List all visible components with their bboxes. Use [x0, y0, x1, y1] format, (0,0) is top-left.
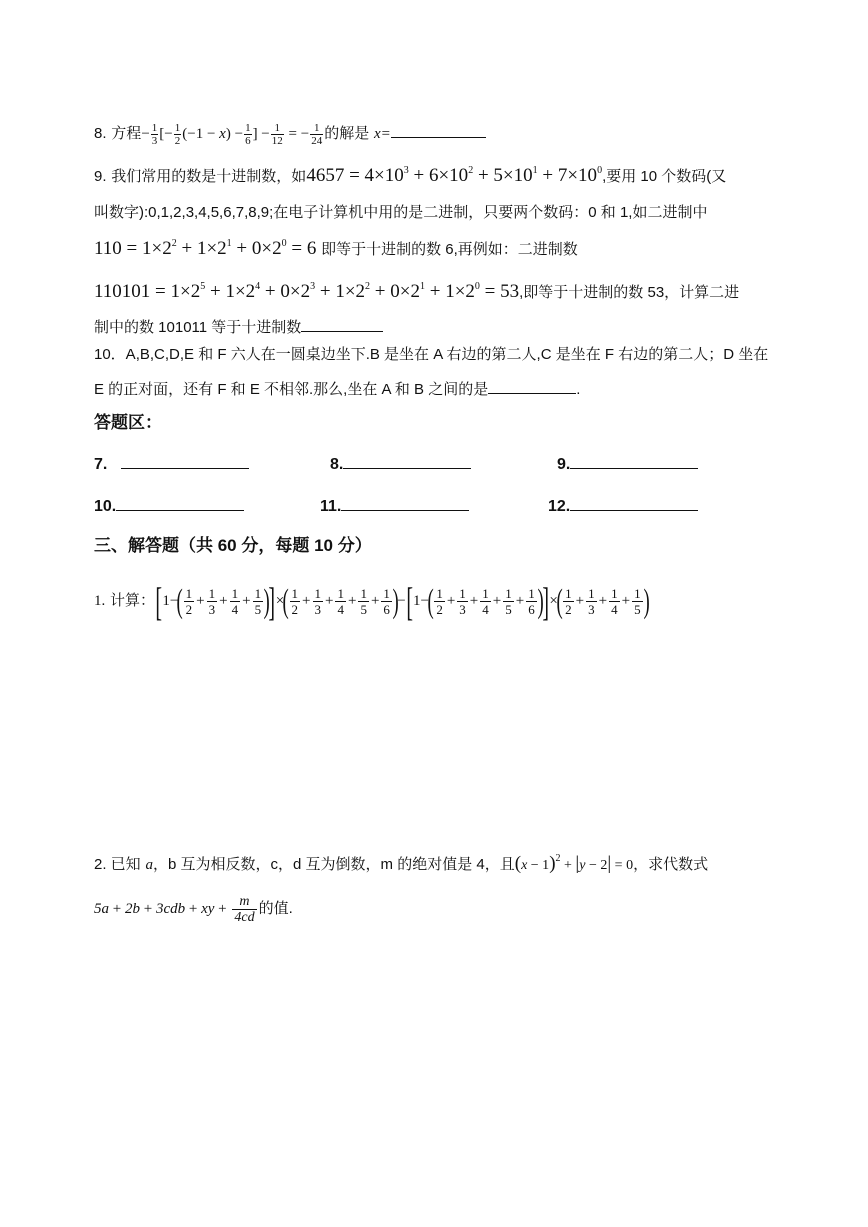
- problem-number: 1.: [94, 593, 106, 609]
- answer-label: 11.: [320, 498, 342, 515]
- problem-text: 的值.: [258, 900, 293, 917]
- question-9-line-1: [94, 166, 726, 187]
- problem-1: [94, 578, 648, 622]
- question-text: E 的正对面，还有 F 和 E 不相邻.那么,坐在 A 和 B 之间的是: [94, 381, 489, 398]
- expression: [1−( $\frac{1}{2}$ + $\frac{1}{3}$ + $\frac{1}{4}$ + $\frac{1}{5}$ )]×( $\frac{1}{2}$ + $\frac{1}{3}$ + $\frac{1}{4}$ + $\frac{1}{5}$ + $\frac{1}{6}$ )−[1−( $\frac{1}{2}$ + $\frac{1}{3}$ + $\frac{1}{4}$ + $\frac{1}{5}$ + $\frac{1}{6}$ )]×( $\frac{1}{2}$ + $\frac{1}{3}$ + $\frac{1}{4}$ + $\frac{1}{5}$ ): [155, 578, 650, 624]
- answer-blank[interactable]: [391, 122, 486, 138]
- answer-label: 10.: [94, 498, 117, 515]
- problem-text: m 的绝对值是 4，且: [380, 856, 515, 873]
- question-text: 即等于十进制的数 6,再例如：二进制数: [321, 241, 578, 258]
- answer-blank[interactable]: [121, 454, 249, 469]
- question-8: [94, 122, 486, 147]
- answer-label: 9.: [557, 456, 571, 473]
- question-text: ,要用 10 个数码(又: [602, 168, 727, 185]
- answer-label: 8.: [330, 456, 344, 473]
- answer-slot-10: [94, 496, 244, 516]
- answer-blank[interactable]: [301, 316, 383, 332]
- question-9-line-4: [94, 282, 739, 303]
- answer-slot-12: [548, 496, 698, 516]
- answer-blank[interactable]: [341, 496, 469, 511]
- equation: − $\frac{1}{3}$ [− $\frac{1}{2}$ (−1 − x) − $\frac{1}{6}$ ] − $\frac{1}{12}$ = − $\frac{1}{24}$: [141, 122, 323, 148]
- answer-slot-11: [320, 496, 469, 516]
- question-text: ,即等于十进制的数 53，计算二进: [519, 284, 740, 301]
- answer-area-title: 答题区：: [94, 413, 162, 432]
- problem-text: ，求代数式: [633, 856, 709, 873]
- answer-blank[interactable]: [343, 454, 471, 469]
- question-10-line-2: E 的正对面，还有 F 和 E 不相邻.那么,坐在 A 和 B 之间的是 .: [94, 378, 580, 400]
- question-9-line-2: 叫数字):0,1,2,3,4,5,6,7,8,9;在电子计算机中用的是二进制，只要两个数码：0 和 1,如二进制中: [94, 204, 708, 221]
- variable: x=: [374, 126, 391, 142]
- problem-text: 互为相反数，: [180, 856, 271, 873]
- question-10-line-1: 10．A,B,C,D,E 和 F 六人在一圆桌边坐下.B 是坐在 A 右边的第二人,C 是坐在 F 右边的第二人；D 坐在: [94, 346, 769, 363]
- expression: 5a + 2b + 3cdb + xy + $\frac{m}{4cd}$: [94, 894, 255, 926]
- equation: $110101 = 1\times 2^5 + 1\times 2^4 + 0\times 2^3 + 1\times 2^2 + 0\times 2^1 + 1\times 2^0 = 53$: [94, 281, 520, 302]
- question-number: 8.: [94, 125, 107, 142]
- question-9-line-3: [94, 239, 578, 260]
- answer-blank[interactable]: [570, 454, 698, 469]
- answer-blank[interactable]: [570, 496, 698, 511]
- question-number: 9.: [94, 168, 107, 185]
- condition-equation: $(x - 1)^2 + |y - 2| = 0$: [514, 853, 634, 874]
- answer-blank[interactable]: [488, 378, 576, 394]
- answer-blank[interactable]: [116, 496, 244, 511]
- problem-label: 计算：: [110, 592, 156, 609]
- question-text: 我们常用的数是十进制数，如: [111, 168, 307, 185]
- problem-text: 2. 已知: [94, 856, 141, 873]
- answer-slot-9: [557, 454, 698, 474]
- question-text: 方程: [111, 125, 142, 142]
- question-text-2: 的解是: [324, 125, 370, 142]
- answer-label: 7.: [94, 456, 108, 473]
- answer-label: 12.: [548, 498, 571, 515]
- answer-slot-7: [94, 454, 249, 474]
- question-9-line-5: [94, 316, 383, 338]
- answer-slot-8: [330, 454, 471, 474]
- equation: $110 = 1\times 2^2 + 1\times 2^1 + 0\times 2^0 = 6$: [94, 238, 317, 259]
- question-text: 制中的数 101011 等于十进制数: [94, 319, 302, 336]
- section-title: 三、解答题（共 60 分，每题 10 分）: [94, 536, 372, 555]
- equation: $4657 = 4\times 10^3 + 6\times 10^2 + 5\times 10^1 + 7\times 10^0$: [306, 165, 603, 186]
- problem-2-line-1: 2. 已知 a，b 互为相反数，c，d 互为倒数，m 的绝对值是 4，且$(x - 1)^2 + |y - 2| = 0$，求代数式: [94, 853, 709, 874]
- problem-2-line-2: [94, 890, 293, 926]
- problem-text: d 互为倒数，: [293, 856, 381, 873]
- variable-a: a: [145, 857, 153, 873]
